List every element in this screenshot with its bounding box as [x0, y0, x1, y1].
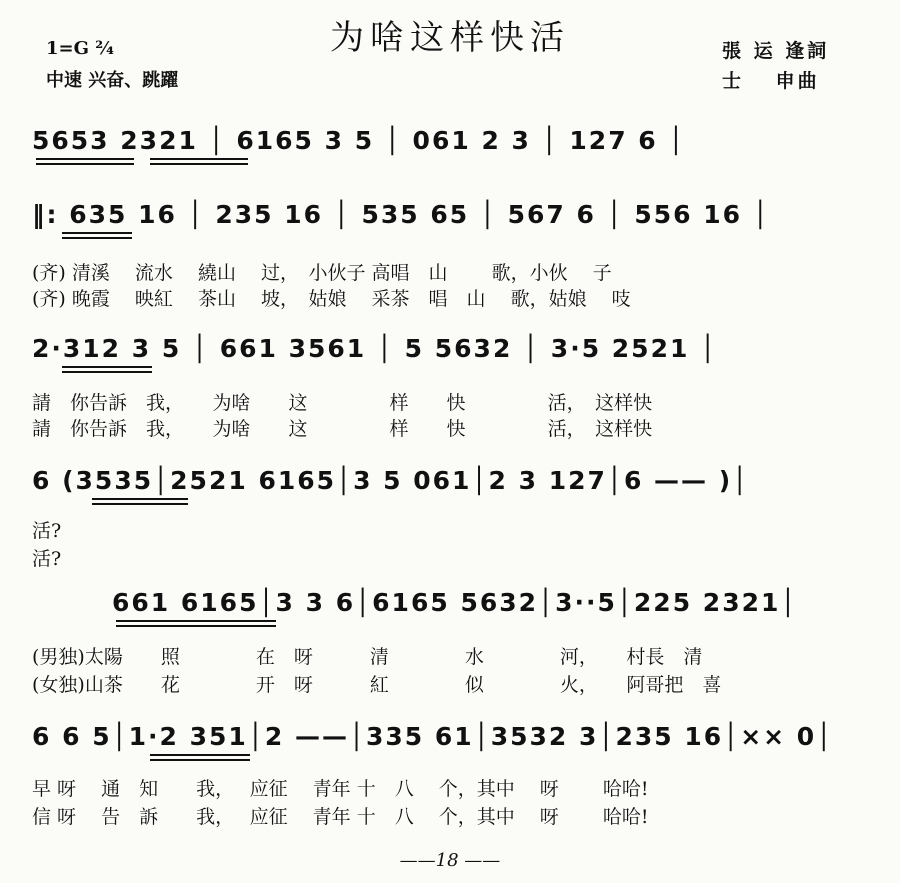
lyric-verse-1: 請 你告訴 我， 为啥 这 样 快 活， 这样快 [32, 392, 653, 414]
underline [150, 754, 250, 756]
underline [36, 158, 134, 160]
notation-line: ‖: 635 16 │ 235 16 │ 535 65 │ 567 6 │ 556 16 │ [32, 200, 770, 229]
underline [150, 158, 248, 160]
music-system-1 [32, 122, 872, 182]
music-system-4 [32, 462, 872, 572]
underline [62, 232, 132, 234]
underline [62, 237, 132, 239]
underline [36, 163, 134, 165]
underline [116, 620, 276, 622]
lyricist-credit: 張 运 逢詞 [722, 40, 830, 62]
lyric-verse-2: 活? [32, 548, 62, 570]
lyric-verse-1: 活? [32, 520, 62, 542]
tempo-marking: 中速 兴奋、跳躍 [46, 70, 179, 91]
underline [62, 371, 152, 373]
notation-line: 5653 2321 │ 6165 3 5 │ 061 2 3 │ 127 6 │ [32, 126, 686, 155]
page-title: 为啥这样快活 [330, 18, 570, 58]
lyric-verse-2: (齐) 晚霞 映紅 茶山 坡， 姑娘 采茶 唱 山 歌，姑娘 吱 [32, 288, 631, 310]
notation-line: 6 (3535│2521 6165│3 5 061│2 3 127│6 —— )│ [32, 466, 750, 495]
lyric-verse-2: 請 你告訴 我， 为啥 这 样 快 活， 这样快 [32, 418, 653, 440]
notation-line: 6 6 5│1·2 351│2 ——│335 61│3532 3│235 16│×× 0│ [32, 722, 834, 751]
music-system-2 [32, 196, 872, 312]
underline [150, 163, 248, 165]
lyric-verse-1: 早 呀 通 知 我， 应征 青年 十 八 个，其中 呀 哈哈! [32, 778, 649, 800]
underline [150, 759, 250, 761]
underline [92, 503, 188, 505]
underline [116, 625, 276, 627]
lyric-verse-1: (男独)太陽 照 在 呀 清 水 河， 村長 清 [32, 646, 703, 668]
music-system-6 [32, 718, 872, 834]
lyric-verse-2: (女独)山茶 花 开 呀 紅 似 火， 阿哥把 喜 [32, 674, 722, 696]
lyric-verse-1: (齐) 清溪 流水 繞山 过， 小伙子 高唱 山 歌，小伙 子 [32, 262, 612, 284]
underline [62, 366, 152, 368]
lyric-verse-2: 信 呀 告 訴 我， 应征 青年 十 八 个，其中 呀 哈哈! [32, 806, 649, 828]
notation-line: 661 6165│3 3 6│6165 5632│3··5│225 2321│ [112, 588, 798, 617]
page-number: ——18 —— [399, 850, 501, 871]
composer-credit: 士 申曲 [722, 70, 820, 92]
underline [92, 498, 188, 500]
music-system-3 [32, 330, 872, 446]
notation-line: 2·312 3 5 │ 661 3561 │ 5 5632 │ 3·5 2521 │ [32, 334, 718, 363]
key-signature: 1=G ²⁄₄ [46, 38, 115, 59]
music-system-5 [32, 584, 872, 696]
